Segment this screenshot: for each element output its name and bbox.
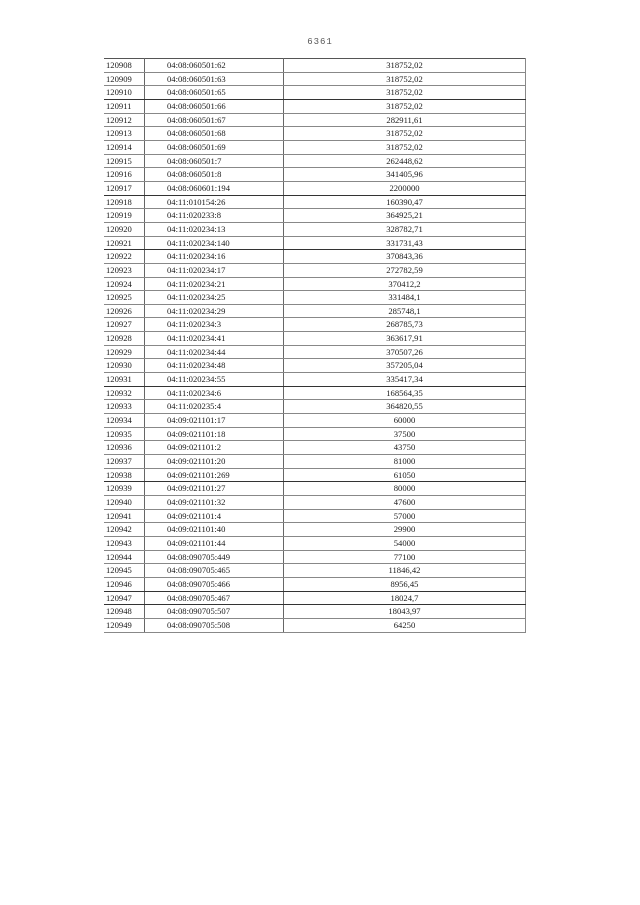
table-row — [104, 523, 526, 537]
row-number: 120916 — [104, 168, 145, 182]
cadastral-value: 370843,36 — [284, 250, 526, 264]
cadastral-number: 04:08:090705:449 — [145, 550, 284, 564]
row-number: 120912 — [104, 113, 145, 127]
cadastral-number: 04:08:060501:62 — [145, 59, 284, 73]
cadastral-number: 04:11:020235:4 — [145, 400, 284, 414]
cadastral-value: 363617,91 — [284, 332, 526, 346]
row-number: 120929 — [104, 345, 145, 359]
row-number: 120911 — [104, 99, 145, 113]
cadastral-value: 80000 — [284, 482, 526, 496]
row-number: 120940 — [104, 496, 145, 510]
table-row — [104, 577, 526, 591]
table-row — [104, 209, 526, 223]
cadastral-number: 04:08:060501:68 — [145, 127, 284, 141]
row-number: 120925 — [104, 291, 145, 305]
table-row — [104, 441, 526, 455]
cadastral-value: 331484,1 — [284, 291, 526, 305]
cadastral-value: 77100 — [284, 550, 526, 564]
table-row — [104, 86, 526, 100]
cadastral-value: 57000 — [284, 509, 526, 523]
cadastral-value: 61050 — [284, 468, 526, 482]
cadastral-value: 262448,62 — [284, 154, 526, 168]
cadastral-number: 04:08:060501:65 — [145, 86, 284, 100]
cadastral-number: 04:11:020234:41 — [145, 332, 284, 346]
cadastral-value: 160390,47 — [284, 195, 526, 209]
table-row — [104, 277, 526, 291]
cadastral-value: 54000 — [284, 536, 526, 550]
table-row — [104, 345, 526, 359]
table-row — [104, 250, 526, 264]
row-number: 120943 — [104, 536, 145, 550]
cadastral-number: 04:08:060501:7 — [145, 154, 284, 168]
cadastral-value: 318752,02 — [284, 140, 526, 154]
cadastral-value: 318752,02 — [284, 72, 526, 86]
table-row — [104, 414, 526, 428]
row-number: 120933 — [104, 400, 145, 414]
cadastral-value: 268785,73 — [284, 318, 526, 332]
cadastral-number: 04:09:021101:269 — [145, 468, 284, 482]
table-row — [104, 291, 526, 305]
row-number: 120946 — [104, 577, 145, 591]
cadastral-value: 272782,59 — [284, 263, 526, 277]
cadastral-number: 04:08:090705:465 — [145, 564, 284, 578]
cadastral-value: 331731,43 — [284, 236, 526, 250]
cadastral-value: 335417,34 — [284, 373, 526, 387]
cadastral-number: 04:11:020234:6 — [145, 386, 284, 400]
table-row — [104, 496, 526, 510]
cadastral-number: 04:11:020234:21 — [145, 277, 284, 291]
row-number: 120935 — [104, 427, 145, 441]
row-number: 120924 — [104, 277, 145, 291]
cadastral-value: 2200000 — [284, 181, 526, 195]
row-number: 120921 — [104, 236, 145, 250]
table-row — [104, 564, 526, 578]
cadastral-value: 328782,71 — [284, 222, 526, 236]
table-row — [104, 140, 526, 154]
cadastral-value: 364820,55 — [284, 400, 526, 414]
cadastral-value: 18043,97 — [284, 605, 526, 619]
row-number: 120939 — [104, 482, 145, 496]
row-number: 120927 — [104, 318, 145, 332]
table-row — [104, 605, 526, 619]
cadastral-value: 11846,42 — [284, 564, 526, 578]
cadastral-number: 04:09:021101:4 — [145, 509, 284, 523]
cadastral-number: 04:08:060501:69 — [145, 140, 284, 154]
cadastral-number: 04:08:090705:508 — [145, 618, 284, 632]
cadastral-value: 318752,02 — [284, 86, 526, 100]
cadastral-number: 04:08:060501:67 — [145, 113, 284, 127]
cadastral-value: 43750 — [284, 441, 526, 455]
row-number: 120949 — [104, 618, 145, 632]
cadastral-value: 370412,2 — [284, 277, 526, 291]
table-row — [104, 332, 526, 346]
table-row — [104, 455, 526, 469]
cadastral-value: 18024,7 — [284, 591, 526, 605]
cadastral-value: 318752,02 — [284, 127, 526, 141]
cadastral-number: 04:09:021101:27 — [145, 482, 284, 496]
row-number: 120942 — [104, 523, 145, 537]
table-row — [104, 72, 526, 86]
table-row — [104, 550, 526, 564]
cadastral-number: 04:11:020234:25 — [145, 291, 284, 305]
cadastral-value: 318752,02 — [284, 59, 526, 73]
row-number: 120913 — [104, 127, 145, 141]
table-row — [104, 154, 526, 168]
table-row — [104, 181, 526, 195]
row-number: 120937 — [104, 455, 145, 469]
row-number: 120926 — [104, 304, 145, 318]
cadastral-value: 370507,26 — [284, 345, 526, 359]
table-row — [104, 304, 526, 318]
row-number: 120945 — [104, 564, 145, 578]
row-number: 120931 — [104, 373, 145, 387]
row-number: 120914 — [104, 140, 145, 154]
cadastral-number: 04:08:090705:507 — [145, 605, 284, 619]
cadastral-number: 04:11:020234:16 — [145, 250, 284, 264]
cadastral-value: 282911,61 — [284, 113, 526, 127]
table-row — [104, 263, 526, 277]
row-number: 120944 — [104, 550, 145, 564]
row-number: 120920 — [104, 222, 145, 236]
cadastral-number: 04:11:020234:55 — [145, 373, 284, 387]
cadastral-number: 04:08:060501:66 — [145, 99, 284, 113]
row-number: 120936 — [104, 441, 145, 455]
table-row — [104, 618, 526, 632]
table-row — [104, 482, 526, 496]
cadastral-number: 04:11:020233:8 — [145, 209, 284, 223]
table-row — [104, 373, 526, 387]
row-number: 120910 — [104, 86, 145, 100]
table-row — [104, 427, 526, 441]
row-number: 120932 — [104, 386, 145, 400]
cadastral-number: 04:08:060501:8 — [145, 168, 284, 182]
row-number: 120938 — [104, 468, 145, 482]
table-row — [104, 509, 526, 523]
cadastral-value: 168564,35 — [284, 386, 526, 400]
cadastral-value: 37500 — [284, 427, 526, 441]
row-number: 120918 — [104, 195, 145, 209]
cadastral-number: 04:09:021101:17 — [145, 414, 284, 428]
row-number: 120922 — [104, 250, 145, 264]
cadastral-number: 04:11:010154:26 — [145, 195, 284, 209]
row-number: 120919 — [104, 209, 145, 223]
table-row — [104, 127, 526, 141]
row-number: 120928 — [104, 332, 145, 346]
row-number: 120909 — [104, 72, 145, 86]
cadastral-value: 8956,45 — [284, 577, 526, 591]
cadastral-value: 60000 — [284, 414, 526, 428]
cadastral-number: 04:08:060601:194 — [145, 181, 284, 195]
table-row — [104, 113, 526, 127]
table-row — [104, 99, 526, 113]
table-row — [104, 236, 526, 250]
cadastral-value: 64250 — [284, 618, 526, 632]
table-body — [104, 59, 526, 633]
cadastral-number: 04:09:021101:18 — [145, 427, 284, 441]
cadastral-number: 04:09:021101:40 — [145, 523, 284, 537]
row-number: 120917 — [104, 181, 145, 195]
table-row — [104, 591, 526, 605]
cadastral-value: 364925,21 — [284, 209, 526, 223]
cadastral-number: 04:11:020234:140 — [145, 236, 284, 250]
page-number: 6361 — [307, 37, 333, 47]
cadastral-value: 81000 — [284, 455, 526, 469]
table-row — [104, 468, 526, 482]
cadastral-number: 04:11:020234:17 — [145, 263, 284, 277]
cadastral-value: 341405,96 — [284, 168, 526, 182]
table-row — [104, 59, 526, 73]
cadastral-number: 04:11:020234:29 — [145, 304, 284, 318]
row-number: 120934 — [104, 414, 145, 428]
cadastral-number: 04:11:020234:48 — [145, 359, 284, 373]
row-number: 120915 — [104, 154, 145, 168]
cadastral-value: 285748,1 — [284, 304, 526, 318]
table-row — [104, 359, 526, 373]
table-row — [104, 536, 526, 550]
row-number: 120908 — [104, 59, 145, 73]
cadastral-value: 318752,02 — [284, 99, 526, 113]
table-row — [104, 400, 526, 414]
row-number: 120941 — [104, 509, 145, 523]
cadastral-number: 04:08:090705:466 — [145, 577, 284, 591]
table-row — [104, 168, 526, 182]
row-number: 120948 — [104, 605, 145, 619]
cadastral-value: 357205,04 — [284, 359, 526, 373]
cadastral-value: 29900 — [284, 523, 526, 537]
cadastral-number: 04:09:021101:20 — [145, 455, 284, 469]
cadastral-number: 04:09:021101:2 — [145, 441, 284, 455]
cadastral-value: 47600 — [284, 496, 526, 510]
table-row — [104, 195, 526, 209]
table-row — [104, 222, 526, 236]
row-number: 120923 — [104, 263, 145, 277]
cadastral-number: 04:08:090705:467 — [145, 591, 284, 605]
table-row — [104, 386, 526, 400]
cadastral-number: 04:11:020234:44 — [145, 345, 284, 359]
row-number: 120930 — [104, 359, 145, 373]
cadastral-number: 04:08:060501:63 — [145, 72, 284, 86]
cadastral-number: 04:11:020234:13 — [145, 222, 284, 236]
table-row — [104, 318, 526, 332]
cadastral-number: 04:09:021101:44 — [145, 536, 284, 550]
cadastral-number: 04:09:021101:32 — [145, 496, 284, 510]
row-number: 120947 — [104, 591, 145, 605]
cadastral-number: 04:11:020234:3 — [145, 318, 284, 332]
cadastral-value-table — [104, 58, 526, 633]
